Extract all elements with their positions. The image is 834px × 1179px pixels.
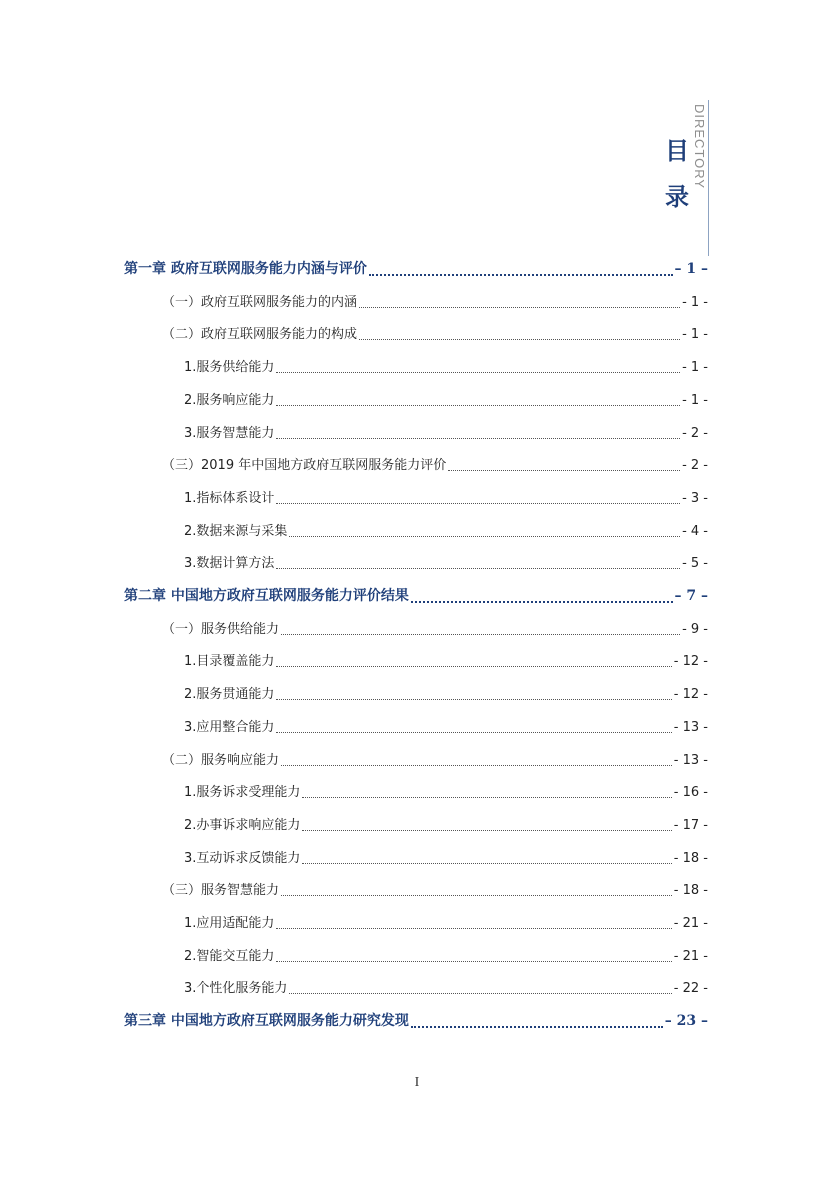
- toc-entry-sub[interactable]: [184, 814, 708, 836]
- toc-entry-page: - 1 -: [682, 360, 708, 376]
- toc-dot-leader: [276, 960, 671, 962]
- toc-entry-page: - 1 -: [682, 392, 708, 408]
- toc-entry-sub[interactable]: [184, 912, 708, 934]
- toc-entry-label: 3.应用整合能力: [184, 719, 275, 735]
- toc-entry-sub[interactable]: [184, 487, 708, 509]
- toc-dot-leader: [276, 437, 680, 439]
- toc-entry-label: 2.服务响应能力: [184, 392, 275, 408]
- toc-entry-section[interactable]: [162, 879, 708, 901]
- toc-entry-page: – 23 –: [664, 1013, 708, 1030]
- toc-entry-page: - 5 -: [682, 556, 708, 572]
- page-number: I: [414, 1075, 420, 1090]
- toc-entry-page: - 13 -: [673, 719, 708, 735]
- toc-dot-leader: [411, 600, 673, 603]
- toc-entry-label: 2.智能交互能力: [184, 948, 275, 964]
- toc-entry-sub[interactable]: [184, 781, 708, 803]
- toc-dot-leader: [276, 698, 671, 700]
- toc-entry-page: - 12 -: [673, 687, 708, 703]
- toc-dot-leader: [276, 371, 680, 373]
- toc-dot-leader: [276, 502, 680, 504]
- toc-dot-leader: [302, 862, 671, 864]
- toc-entry-sub[interactable]: [184, 716, 708, 738]
- toc-entry-label: 第三章 中国地方政府互联网服务能力研究发现: [124, 1013, 409, 1030]
- toc-dot-leader: [276, 567, 680, 569]
- toc-entry-label: 3.个性化服务能力: [184, 981, 288, 997]
- toc-entry-label: 1.指标体系设计: [184, 490, 275, 506]
- toc-entry-page: - 16 -: [673, 785, 708, 801]
- toc-dot-leader: [289, 535, 680, 537]
- toc-entry-page: - 4 -: [682, 523, 708, 539]
- toc-dot-leader: [411, 1025, 663, 1028]
- page-subtitle: DIRECTORY: [692, 104, 707, 190]
- toc-entry-label: （三）2019 年中国地方政府互联网服务能力评价: [162, 458, 447, 474]
- toc-entry-page: - 2 -: [682, 458, 708, 474]
- toc-entry-label: 2.服务贯通能力: [184, 687, 275, 703]
- toc-entry-label: （三）服务智慧能力: [162, 883, 280, 899]
- toc-entry-label: 3.服务智慧能力: [184, 425, 275, 441]
- toc-entry-label: （二）服务响应能力: [162, 752, 280, 768]
- toc-dot-leader: [281, 764, 672, 766]
- toc-entry-label: 3.数据计算方法: [184, 556, 275, 572]
- page-title: 目录: [665, 137, 689, 211]
- toc-dot-leader: [276, 731, 671, 733]
- toc-entry-page: - 9 -: [682, 621, 708, 637]
- toc-entry-sub[interactable]: [184, 650, 708, 672]
- toc-entry-label: 2.办事诉求响应能力: [184, 817, 301, 833]
- toc-dot-leader: [289, 992, 671, 994]
- toc-entry-label: 1.应用适配能力: [184, 916, 275, 931]
- toc-entry-section[interactable]: [162, 291, 708, 313]
- toc-entry-chapter[interactable]: [124, 258, 708, 280]
- toc-entry-sub[interactable]: [184, 977, 708, 999]
- toc-entry-page: - 18 -: [673, 883, 708, 899]
- toc-entry-chapter[interactable]: [124, 585, 708, 607]
- toc-entry-page: - 18 -: [673, 850, 708, 866]
- toc-entry-sub[interactable]: [184, 683, 708, 705]
- toc-entry-section[interactable]: [162, 749, 708, 771]
- toc-entry-page: - 12 -: [673, 654, 708, 670]
- toc-entry-sub[interactable]: [184, 520, 708, 542]
- toc-entry-sub[interactable]: [184, 552, 708, 574]
- toc-dot-leader: [359, 306, 680, 308]
- toc-dot-leader: [276, 927, 671, 929]
- toc-entry-page: – 1 –: [674, 261, 708, 277]
- toc-dot-leader: [276, 404, 680, 406]
- toc-entry-label: 3.互动诉求反馈能力: [184, 850, 301, 866]
- toc-entry-label: （一）服务供给能力: [162, 621, 280, 637]
- toc-entry-label: （二）政府互联网服务能力的构成: [162, 327, 358, 343]
- toc-entry-sub[interactable]: [184, 945, 708, 967]
- toc-dot-leader: [448, 469, 680, 471]
- toc-entry-page: - 17 -: [673, 817, 708, 833]
- toc-entry-section[interactable]: [162, 454, 708, 476]
- toc-entry-page: – 7 –: [674, 588, 708, 604]
- toc-entry-label: 第二章 中国地方政府互联网服务能力评价结果: [124, 588, 409, 604]
- toc-dot-leader: [276, 665, 671, 667]
- toc-dot-leader: [302, 796, 671, 798]
- toc-entry-sub[interactable]: [184, 356, 708, 378]
- toc-entry-label: （一）政府互联网服务能力的内涵: [162, 294, 358, 310]
- toc-entry-label: 第一章 政府互联网服务能力内涵与评价: [124, 261, 367, 277]
- toc-entry-label: 1.目录覆盖能力: [184, 654, 275, 670]
- toc-dot-leader: [369, 273, 673, 276]
- toc-entry-chapter[interactable]: [124, 1010, 708, 1032]
- toc-entry-page: - 1 -: [682, 327, 708, 343]
- toc-entry-sub[interactable]: [184, 422, 708, 444]
- toc-entry-page: - 13 -: [673, 752, 708, 768]
- toc-entry-label: 1.服务供给能力: [184, 360, 275, 376]
- toc-entry-section[interactable]: [162, 618, 708, 640]
- toc-entry-sub[interactable]: [184, 389, 708, 411]
- toc-dot-leader: [359, 338, 680, 340]
- toc-entry-sub[interactable]: [184, 847, 708, 869]
- toc-entry-section[interactable]: [162, 323, 708, 345]
- toc-entry-page: - 22 -: [673, 981, 708, 997]
- toc-entry-label: 2.数据来源与采集: [184, 523, 288, 539]
- toc-dot-leader: [281, 894, 672, 896]
- toc-entry-page: - 1 -: [682, 294, 708, 310]
- toc-entry-page: - 21 -: [673, 916, 708, 931]
- toc-entry-page: - 2 -: [682, 425, 708, 441]
- toc-dot-leader: [281, 633, 680, 635]
- toc-entry-page: - 21 -: [673, 948, 708, 964]
- toc-entry-label: 1.服务诉求受理能力: [184, 785, 301, 801]
- toc-entry-page: - 3 -: [682, 490, 708, 506]
- toc-dot-leader: [302, 829, 671, 831]
